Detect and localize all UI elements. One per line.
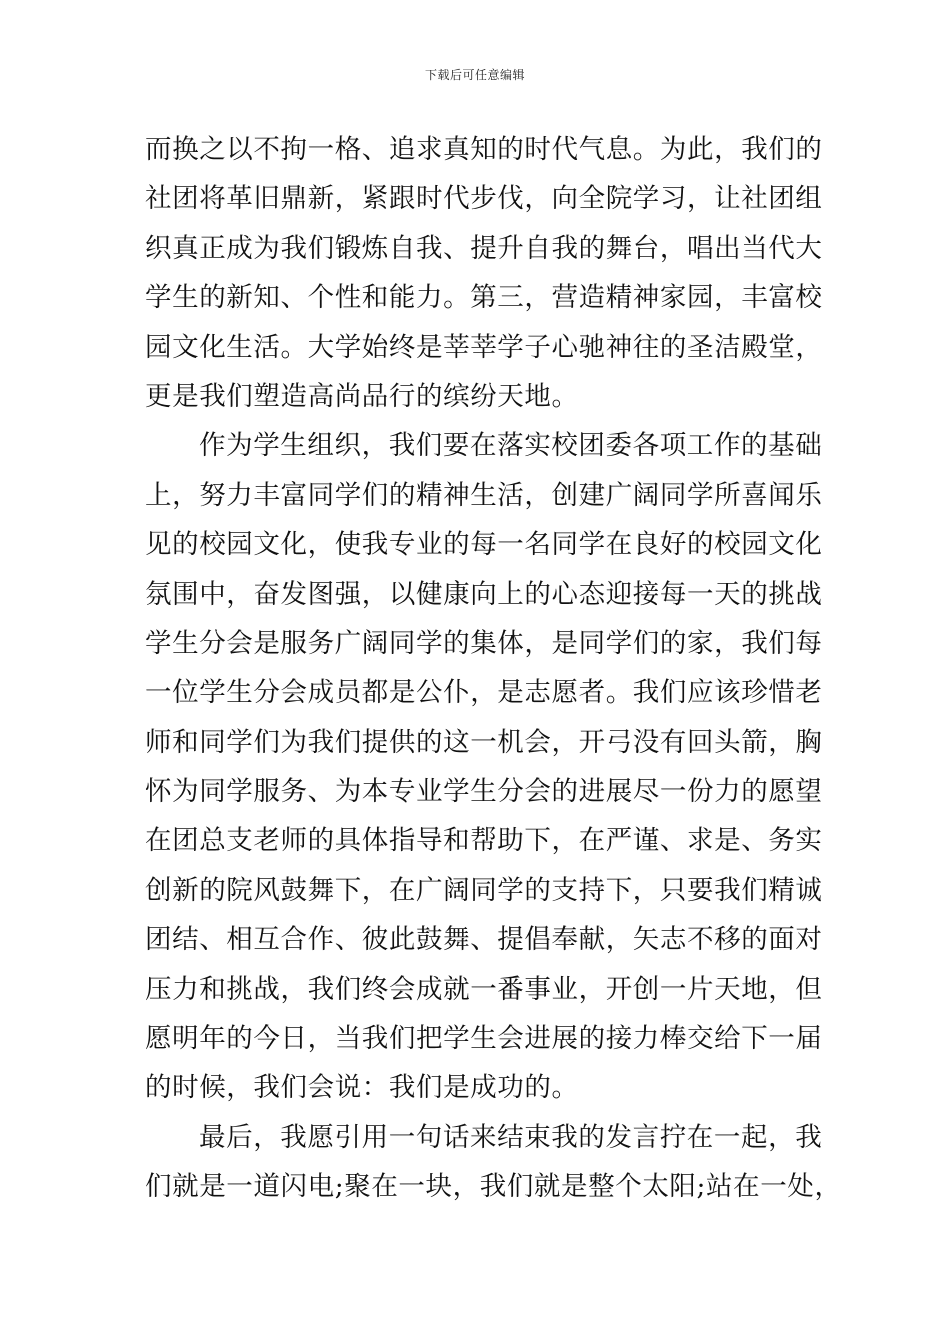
text-line: 更是我们塑造高尚品行的缤纷天地。 — [145, 380, 579, 412]
page-header: 下载后可任意编辑 — [424, 68, 525, 82]
text-line: 的时候，我们会说：我们是成功的。 — [145, 1072, 579, 1104]
text-line: 愿明年的今日，当我们把学生会进展的接力棒交给下一届 — [145, 1023, 823, 1055]
text-line: 怀为同学服务、为本专业学生分会的进展尽一份力的愿望 — [145, 776, 823, 808]
text-line: 而换之以不拘一格、追求真知的时代气息。为此，我们的 — [145, 134, 823, 165]
text-line: 师和同学们为我们提供的这一机会，开弓没有回头箭，胸 — [145, 726, 823, 758]
text-line: 压力和挑战，我们终会成就一番事业，开创一片天地，但 — [145, 973, 823, 1005]
text-line: 园文化生活。大学始终是莘莘学子心驰神往的圣洁殿堂， — [145, 331, 823, 363]
body-text — [145, 125, 842, 1212]
text-line: 们就是一道闪电;聚在一块，我们就是整个太阳;站在一处， — [145, 1171, 842, 1203]
text-line: 见的校园文化，使我专业的每一名同学在良好的校园文化 — [145, 529, 823, 561]
text-line: 作为学生组织，我们要在落实校团委各项工作的基础 — [199, 430, 823, 462]
text-line: 学生分会是服务广阔同学的集体，是同学们的家，我们每 — [145, 627, 823, 659]
text-line: 织真正成为我们锻炼自我、提升自我的舞台，唱出当代大 — [145, 232, 823, 264]
text-line: 一位学生分会成员都是公仆，是志愿者。我们应该珍惜老 — [145, 677, 823, 709]
text-line: 社团将革旧鼎新，紧跟时代步伐，向全院学习，让社团组 — [145, 183, 823, 215]
text-line: 氛围中，奋发图强，以健康向上的心态迎接每一天的挑战 — [145, 578, 823, 610]
text-line: 在团总支老师的具体指导和帮助下，在严谨、求是、务实 — [145, 825, 823, 857]
text-line: 团结、相互合作、彼此鼓舞、提倡奉献，矢志不移的面对 — [145, 924, 823, 956]
text-line: 学生的新知、个性和能力。第三，营造精神家园，丰富校 — [145, 282, 823, 314]
text-line: 上，努力丰富同学们的精神生活，创建广阔同学所喜闻乐 — [145, 479, 823, 511]
text-line: 创新的院风鼓舞下，在广阔同学的支持下，只要我们精诚 — [145, 874, 823, 906]
text-line: 最后，我愿引用一句话来结束我的发言拧在一起，我 — [199, 1121, 823, 1153]
